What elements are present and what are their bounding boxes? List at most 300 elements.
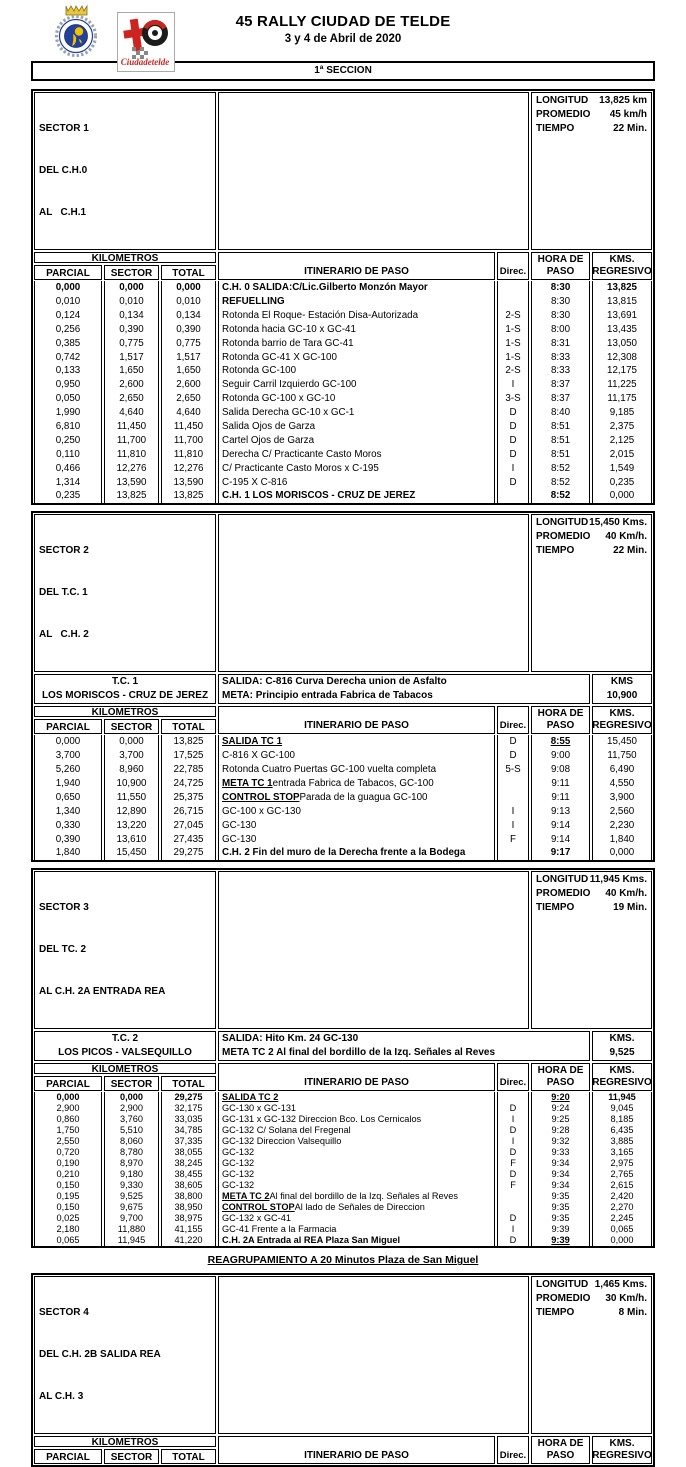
cell-km-sector: 0,000 [104,281,159,295]
cell-km-total: 0,134 [161,309,216,323]
cell-km-sector: 3,700 [104,749,159,763]
parcial-header: PARCIAL [34,1076,102,1091]
sector-table [31,511,655,862]
cell-km-parcial: 1,340 [34,805,102,819]
cell-direc: D [497,448,529,462]
stat-longitud [536,94,647,108]
cell-regresivo: 3,165 [592,1147,652,1158]
cell-km-parcial: 0,133 [34,364,102,378]
cell-km-total: 1,517 [161,350,216,364]
sector-head-left [34,514,216,672]
cell-hora: 9:20 [531,1092,590,1103]
club-telde-logo [117,12,175,72]
cell-km-sector: 9,330 [104,1180,159,1191]
cell-direc: I [497,1224,529,1235]
cell-km-total: 38,975 [161,1213,216,1224]
cell-km-parcial: 0,025 [34,1213,102,1224]
cell-km-sector: 0,390 [104,323,159,337]
longitud-value: 1,465 Kms. [594,1279,647,1291]
cell-km-total: 2,600 [161,378,216,392]
cell-itinerario: GC-132 [218,1180,495,1191]
tc-kms-value: 9,525 [609,1047,635,1059]
tc-kms-label: KMS. [609,1033,635,1045]
cell-itinerario: Cartel Ojos de Garza [218,434,495,448]
cell-km-sector: 1,650 [104,364,159,378]
cell-km-parcial: 0,000 [34,735,102,749]
cell-km-sector: 11,810 [104,448,159,462]
cell-itinerario: CONTROL STOP Parada de la guagua GC-100 [218,791,495,805]
cell-hora: 9:14 [531,819,590,833]
tiempo-value: 19 Min. [613,902,647,914]
itinerary-rows [33,1092,653,1246]
tc-name: T.C. 2 [111,1033,139,1045]
cell-direc: D [497,1213,529,1224]
cell-km-total: 38,245 [161,1158,216,1169]
cell-km-sector: 9,700 [104,1213,159,1224]
tc-identity [34,674,216,704]
cell-km-sector: 0,775 [104,337,159,351]
cell-hora: 8:00 [531,323,590,337]
kilometros-header: KILOMETROS [34,1063,216,1074]
sector-col-header: SECTOR [104,719,159,734]
crown-shape [66,6,87,15]
cell-regresivo: 2,015 [592,448,652,462]
sectors-after-note [0,1273,686,1467]
cell-km-parcial: 2,180 [34,1224,102,1235]
kms-regresivo-header: KMS. REGRESIVO [592,252,652,280]
kilometros-header: KILOMETROS [34,706,216,717]
cell-km-sector: 11,550 [104,791,159,805]
sector-head-row [33,91,653,251]
cell-regresivo: 2,615 [592,1180,652,1191]
cell-km-sector: 0,000 [104,1092,159,1103]
tc-name: T.C. 1 [111,676,139,688]
hora-paso-header: HORA DE PASO [531,1063,590,1091]
cell-hora: 9:34 [531,1180,590,1191]
cell-km-sector: 12,890 [104,805,159,819]
cell-hora: 9:33 [531,1147,590,1158]
cell-itinerario: Rotonda El Roque- Estación Disa-Autorizada [218,309,495,323]
direc-header: Direc. [497,1063,529,1091]
stat-longitud [536,1278,647,1292]
tc-kms [592,1031,652,1061]
cell-direc: I [497,1136,529,1147]
cell-hora: 8:30 [531,295,590,309]
cell-direc: D [497,434,529,448]
cell-km-sector: 3,760 [104,1114,159,1125]
cell-regresivo: 2,230 [592,819,652,833]
cell-km-parcial: 0,124 [34,309,102,323]
cell-regresivo: 3,885 [592,1136,652,1147]
kilometros-header: KILOMETROS [34,1436,216,1447]
cell-regresivo: 0,000 [592,1235,652,1246]
cell-regresivo: 11,175 [592,392,652,406]
sector-stats [531,514,652,672]
cell-hora: 9:17 [531,846,590,860]
cell-itinerario: META TC 1 entrada Fabrica de Tabacos, GC-100 [218,777,495,791]
cell-km-total: 17,525 [161,749,216,763]
page-date: 3 y 4 de Abril de 2020 [284,33,402,45]
cell-hora: 8:51 [531,434,590,448]
cell-km-total: 2,650 [161,392,216,406]
cell-km-sector: 11,700 [104,434,159,448]
kms-regresivo-header: KMS. REGRESIVO [592,1436,652,1464]
sector-stats [531,871,652,1029]
hora-paso-header: HORA DE PASO [531,706,590,734]
kms-regresivo-header: KMS. REGRESIVO [592,706,652,734]
cell-hora: 9:32 [531,1136,590,1147]
cell-regresivo: 0,000 [592,846,652,860]
cell-km-parcial: 0,650 [34,791,102,805]
cell-km-parcial: 0,000 [34,1092,102,1103]
cell-regresivo: 0,065 [592,1224,652,1235]
cell-km-total: 0,390 [161,323,216,337]
page-title: 45 RALLY CIUDAD DE TELDE [235,13,451,30]
cell-km-total: 41,220 [161,1235,216,1246]
tc-meta: META TC 2 Al final del bordillo de la Izq. Señales al Reves [222,1047,496,1059]
tiempo-label: TIEMPO [536,545,575,557]
cell-hora: 9:00 [531,749,590,763]
column-headers [33,705,653,735]
cell-regresivo: 6,435 [592,1125,652,1136]
emblem-dot [75,27,83,35]
cell-direc: D [497,1125,529,1136]
cell-km-sector: 11,880 [104,1224,159,1235]
cell-direc [497,489,529,503]
cell-km-parcial: 2,550 [34,1136,102,1147]
cell-itinerario: Rotonda barrio de Tara GC-41 [218,337,495,351]
sector-del: DEL C.H.0 [39,165,88,176]
cell-direc: I [497,819,529,833]
cell-km-parcial: 0,330 [34,819,102,833]
cell-direc: D [497,475,529,489]
cell-km-parcial: 1,990 [34,406,102,420]
cell-direc: I [497,462,529,476]
cell-hora: 8:51 [531,448,590,462]
cell-regresivo: 1,549 [592,462,652,476]
cell-km-sector: 13,590 [104,475,159,489]
sector-al: AL C.H.1 [39,207,87,218]
cell-itinerario: CONTROL STOP Al lado de Señales de Direccion [218,1202,495,1213]
cell-direc [497,791,529,805]
itinerary-rows [33,735,653,860]
sector-table [31,1273,655,1467]
sector-stats [531,92,652,250]
cell-direc: I [497,378,529,392]
cell-itinerario: GC-132 C/ Solana del Fregenal [218,1125,495,1136]
itinerary-rows [33,281,653,503]
cell-itinerario: Rotonda Cuatro Puertas GC-100 vuelta completa [218,763,495,777]
cell-regresivo: 0,235 [592,475,652,489]
sector-del: DEL C.H. 2B SALIDA REA [39,1349,161,1361]
cell-regresivo: 9,185 [592,406,652,420]
sector-al: AL C.H. 2 [39,629,89,641]
sector-head-left [34,1276,216,1434]
cell-direc: D [497,1103,529,1114]
tc-kms-label: KMS [610,676,634,688]
cell-direc: 5-S [497,763,529,777]
cell-km-parcial: 0,250 [34,434,102,448]
cell-hora: 9:28 [531,1125,590,1136]
cell-regresivo: 2,245 [592,1213,652,1224]
tc-salida: SALIDA: C-816 Curva Derecha union de Asfalto [222,676,447,688]
stat-longitud [536,873,647,887]
cell-km-parcial: 1,940 [34,777,102,791]
cell-itinerario: Salida Ojos de Garza [218,420,495,434]
sector-title: SECTOR 2 [39,545,89,557]
cell-regresivo: 2,420 [592,1191,652,1202]
stat-tiempo [536,1306,647,1320]
cell-itinerario: C-195 X C-816 [218,475,495,489]
cell-direc: D [497,1147,529,1158]
cell-km-total: 38,055 [161,1147,216,1158]
sector-head-spacer [218,1276,529,1434]
cell-regresivo: 15,450 [592,735,652,749]
tc-course: LOS PICOS - VALSEQUILLO [58,1047,192,1059]
cell-km-total: 38,455 [161,1169,216,1180]
itinerario-header: ITINERARIO DE PASO [218,1436,495,1464]
cell-km-sector: 9,180 [104,1169,159,1180]
cell-regresivo: 2,125 [592,434,652,448]
cell-km-parcial: 0,000 [34,281,102,295]
cell-hora: 8:37 [531,392,590,406]
tc-salida: SALIDA: Hito Km. 24 GC-130 [222,1033,359,1045]
cell-km-sector: 2,650 [104,392,159,406]
cell-direc: D [497,735,529,749]
cell-km-total: 26,715 [161,805,216,819]
cell-km-total: 25,375 [161,791,216,805]
cell-hora: 8:40 [531,406,590,420]
cell-direc: D [497,420,529,434]
longitud-label: LONGITUD [536,95,589,106]
parcial-header: PARCIAL [34,719,102,734]
cell-itinerario: Salida Derecha GC-10 x GC-1 [218,406,495,420]
cell-km-parcial: 1,840 [34,846,102,860]
cell-km-total: 33,035 [161,1114,216,1125]
kilometros-header: KILOMETROS [34,252,216,263]
longitud-label: LONGITUD [536,517,589,529]
cell-itinerario: Rotonda hacia GC-10 x GC-41 [218,323,495,337]
cell-km-parcial: 0,256 [34,323,102,337]
cell-km-sector: 8,780 [104,1147,159,1158]
stat-tiempo [536,122,647,136]
cell-regresivo: 8,185 [592,1114,652,1125]
cell-regresivo: 13,815 [592,295,652,309]
cell-km-sector: 1,517 [104,350,159,364]
direc-header: Direc. [497,706,529,734]
cell-direc: 1-S [497,323,529,337]
cell-regresivo: 13,825 [592,281,652,295]
cell-direc: D [497,406,529,420]
cell-km-total: 37,335 [161,1136,216,1147]
cell-direc: D [497,1235,529,1246]
cell-regresivo: 11,945 [592,1092,652,1103]
title-block [0,0,686,45]
club-caption: Ciudadetelde [120,57,170,67]
cell-itinerario: C/ Practicante Casto Moros x C-195 [218,462,495,476]
cell-direc: 3-S [497,392,529,406]
direc-header: Direc. [497,252,529,280]
cell-km-parcial: 0,235 [34,489,102,503]
tc-kms-value: 10,900 [606,690,638,702]
cell-hora: 8:55 [531,735,590,749]
cell-direc: 2-S [497,364,529,378]
cell-hora: 9:13 [531,805,590,819]
sector-title: SECTOR 3 [39,902,89,914]
cell-hora: 9:11 [531,777,590,791]
cell-hora: 9:35 [531,1191,590,1202]
longitud-label: LONGITUD [536,1279,589,1291]
cell-regresivo: 1,840 [592,832,652,846]
cell-direc: F [497,832,529,846]
cell-itinerario: REFUELLING [218,295,495,309]
cell-km-sector: 0,134 [104,309,159,323]
sector-head-row [33,513,653,673]
cell-km-parcial: 1,750 [34,1125,102,1136]
cell-direc: 1-S [497,350,529,364]
tc-identity [34,1031,216,1061]
sector-head-row [33,870,653,1030]
promedio-value: 40 Km/h. [605,888,647,900]
cell-km-parcial: 0,466 [34,462,102,476]
cell-km-total: 29,275 [161,846,216,860]
cell-km-parcial: 0,010 [34,295,102,309]
cell-km-total: 38,605 [161,1180,216,1191]
cell-km-total: 0,775 [161,337,216,351]
cell-regresivo: 11,750 [592,749,652,763]
cell-km-parcial: 0,150 [34,1180,102,1191]
sector-head-row [33,1275,653,1435]
cell-km-total: 41,155 [161,1224,216,1235]
kms-regresivo-header: KMS. REGRESIVO [592,1063,652,1091]
cell-regresivo: 4,550 [592,777,652,791]
cell-itinerario: SALIDA TC 2 [218,1092,495,1103]
direc-header: Direc. [497,1436,529,1464]
longitud-label: LONGITUD [536,874,589,886]
cell-hora: 8:30 [531,281,590,295]
tiempo-label: TIEMPO [536,902,575,914]
cell-hora: 9:39 [531,1235,590,1246]
sector-del: DEL TC. 2 [39,944,87,956]
cell-km-total: 32,175 [161,1103,216,1114]
cell-km-sector: 11,945 [104,1235,159,1246]
longitud-value: 15,450 Kms. [589,517,647,529]
tc-info-row [33,673,653,705]
cell-direc [497,846,529,860]
cell-direc: 2-S [497,309,529,323]
cell-km-parcial: 0,385 [34,337,102,351]
cell-regresivo: 13,050 [592,337,652,351]
cell-km-parcial: 0,390 [34,832,102,846]
cell-hora: 8:52 [531,462,590,476]
cell-km-sector: 15,450 [104,846,159,860]
cell-hora: 9:35 [531,1213,590,1224]
cell-regresivo: 13,691 [592,309,652,323]
cell-km-total: 24,725 [161,777,216,791]
total-header: TOTAL [161,1076,216,1091]
cell-km-sector: 13,825 [104,489,159,503]
cell-km-parcial: 0,860 [34,1114,102,1125]
parcial-header: PARCIAL [34,1449,102,1464]
cell-itinerario: C.H. 1 LOS MORISCOS - CRUZ DE JEREZ [218,489,495,503]
page-header [0,0,686,67]
cell-regresivo: 2,765 [592,1169,652,1180]
cell-direc: I [497,805,529,819]
cell-km-total: 13,825 [161,735,216,749]
cell-hora: 8:33 [531,350,590,364]
cell-km-total: 38,950 [161,1202,216,1213]
cell-km-parcial: 2,900 [34,1103,102,1114]
longitud-value: 13,825 km [599,95,647,106]
cell-direc: D [497,1169,529,1180]
stat-promedio [536,887,647,901]
cell-km-sector: 13,610 [104,832,159,846]
tc-kms [592,674,652,704]
cell-km-sector: 13,220 [104,819,159,833]
cell-direc: I [497,1114,529,1125]
sector-del: DEL T.C. 1 [39,587,88,599]
cell-direc [497,777,529,791]
cell-direc [497,1191,529,1202]
cell-itinerario: SALIDA TC 1 [218,735,495,749]
sector-col-header: SECTOR [104,265,159,280]
cell-regresivo: 6,490 [592,763,652,777]
cell-itinerario: Derecha C/ Practicante Casto Moros [218,448,495,462]
promedio-label: PROMEDIO [536,1293,591,1305]
cell-km-total: 22,785 [161,763,216,777]
cell-km-total: 11,810 [161,448,216,462]
cell-regresivo: 13,435 [592,323,652,337]
cell-regresivo: 0,000 [592,489,652,503]
cell-regresivo: 11,225 [592,378,652,392]
cell-km-parcial: 0,110 [34,448,102,462]
city-crest-logo [53,3,99,61]
tc-salida-meta [218,674,590,704]
sector-table [31,89,655,505]
stat-promedio [536,1292,647,1306]
cell-km-total: 38,800 [161,1191,216,1202]
cell-hora: 9:14 [531,832,590,846]
cell-regresivo: 2,560 [592,805,652,819]
cell-itinerario: GC-132 [218,1147,495,1158]
cell-km-total: 11,450 [161,420,216,434]
cell-hora: 8:33 [531,364,590,378]
cell-itinerario: Seguir Carril Izquierdo GC-100 [218,378,495,392]
cell-itinerario: GC-130 [218,819,495,833]
cell-hora: 9:34 [531,1169,590,1180]
cell-hora: 8:30 [531,309,590,323]
cell-hora: 8:52 [531,489,590,503]
stat-promedio [536,530,647,544]
sector-col-header: SECTOR [104,1449,159,1464]
tc-meta: META: Principio entrada Fabrica de Tabacos [222,690,433,702]
cell-direc [497,281,529,295]
cell-itinerario: GC-132 [218,1169,495,1180]
cell-itinerario: GC-130 x GC-131 [218,1103,495,1114]
cell-km-total: 29,275 [161,1092,216,1103]
cell-hora: 8:51 [531,420,590,434]
cell-itinerario: GC-131 x GC-132 Direccion Bco. Los Cernicalos [218,1114,495,1125]
cell-regresivo: 2,975 [592,1158,652,1169]
cell-hora: 8:37 [531,378,590,392]
column-headers [33,1062,653,1092]
itinerario-header: ITINERARIO DE PASO [218,1063,495,1091]
cell-km-total: 1,650 [161,364,216,378]
cell-direc [497,295,529,309]
cell-itinerario: Rotonda GC-100 x GC-10 [218,392,495,406]
cell-direc [497,1092,529,1103]
promedio-value: 45 km/h [609,109,647,120]
